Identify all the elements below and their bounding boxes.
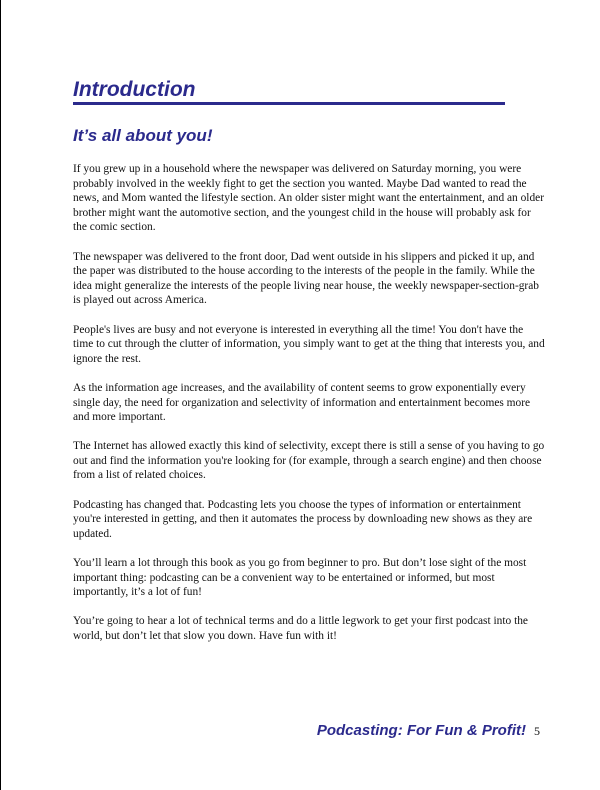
paragraph: As the information age increases, and the availability of content seems to grow exponentially every single day, the need for organization and selectivity of information and entertainment becomes more and more important. [73, 381, 531, 424]
chapter-title: Introduction [73, 78, 505, 105]
page-number: 5 [534, 724, 540, 738]
paragraph: Podcasting has changed that. Podcasting lets you choose the types of information or entertainment you're interested in getting, and then it automates the process by downloading new shows as they are updated. [73, 498, 533, 540]
paragraph: You’re going to hear a lot of technical terms and do a little legwork to get your first podcast into the world, but don’t let that slow you down. Have fun with it! [73, 615, 528, 642]
paragraph: People's lives are busy and not everyone is interested in everything all the time! You don't have the time to cut through the clutter of information, you simply want to get at the thing that interests you, and ignore the rest. [73, 323, 545, 365]
paragraph: The Internet has allowed exactly this kind of selectivity, except there is still a sense of you having to go out and find the information you're looking for (for example, through a search engine) and then choose from a list of related choices. [73, 440, 545, 482]
body-text [73, 162, 545, 658]
paragraph: You’ll learn a lot through this book as you go from beginner to pro. But don’t lose sight of the most important thing: podcasting can be a convenient way to be entertained or informed, but most importantly, it’s a lot of fun! [73, 557, 527, 599]
paragraph: The newspaper was delivered to the front door, Dad went outside in his slippers and picked it up, and the paper was distributed to the house according to the interests of the people in the family. While the idea might generalize the interests of the people living near house, the weekly newspaper-section-grab is played out across America. [73, 250, 539, 307]
page-edge [0, 0, 1, 790]
paragraph: If you grew up in a household where the newspaper was delivered on Saturday morning, you were probably involved in the weekly fight to get the section you wanted. Maybe Dad wanted to read the news, and Mom wanted the lifestyle section. An older sister might want the entertainment, and an older brother might want the automotive section, and the youngest child in the house will probably ask for the comic section. [73, 163, 545, 234]
section-title: It’s all about you! [73, 126, 213, 145]
footer-book-title: Podcasting: For Fun & Profit! [316, 722, 526, 739]
